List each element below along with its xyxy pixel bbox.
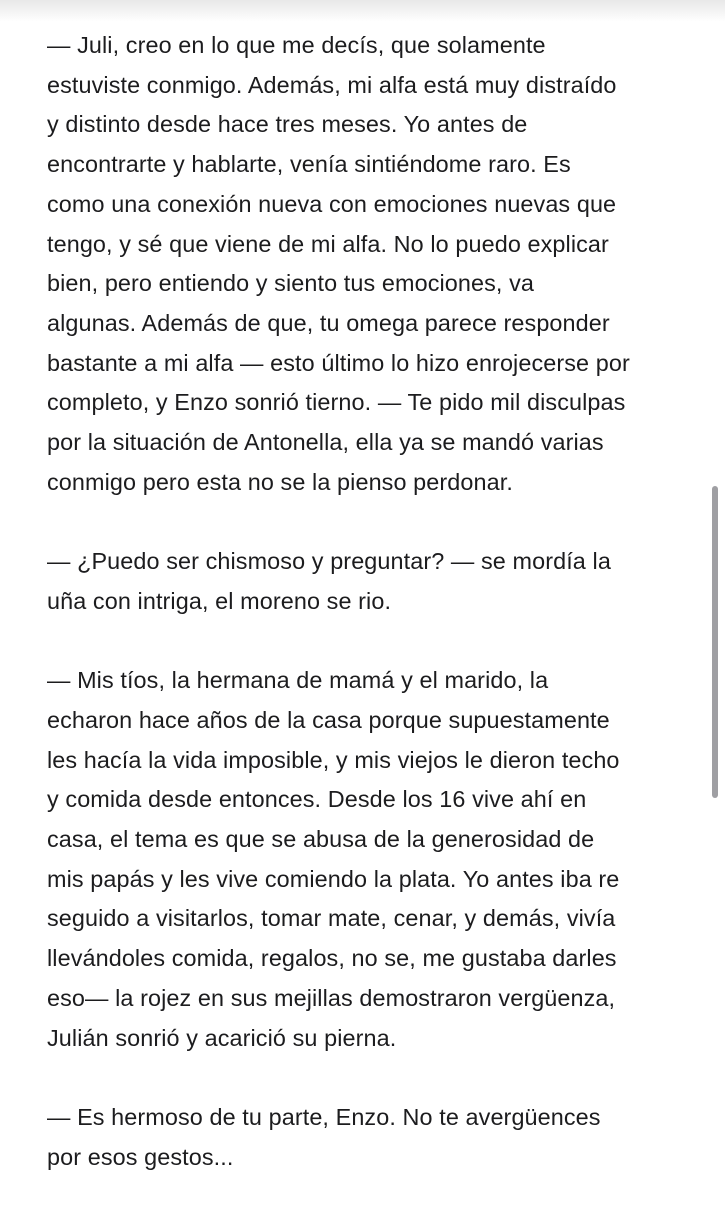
text-line: por esos gestos...: [47, 1143, 234, 1170]
text-line: — Mis tíos, la hermana de mamá y el marido, la: [47, 667, 549, 694]
text-line: conmigo pero esta no se la pienso perdonar.: [47, 468, 513, 495]
text-line: algunas. Además de que, tu omega parece responder: [47, 309, 610, 336]
paragraph-4: [47, 1098, 707, 1177]
text-line: completo, y Enzo sonrió tierno. — Te pido mil disculpas: [47, 389, 626, 416]
reading-text: [47, 26, 707, 1217]
paragraph-3: [47, 661, 707, 1058]
text-line: — Juli, creo en lo que me decís, que solamente: [47, 32, 546, 58]
text-line: bastante a mi alfa — esto último lo hizo enrojecerse por: [47, 349, 630, 376]
text-line: encontrarte y hablarte, venía sintiéndome raro. Es: [47, 151, 571, 178]
scrollbar-thumb[interactable]: [712, 486, 718, 798]
text-line: — Es hermoso de tu parte, Enzo. No te avergüences: [47, 1103, 601, 1130]
text-line: seguido a visitarlos, tomar mate, cenar, y demás, vivía: [47, 905, 616, 932]
text-line: como una conexión nueva con emociones nuevas que: [47, 190, 617, 217]
text-line: echaron hace años de la casa porque supuestamente: [47, 706, 610, 733]
text-line: tengo, y sé que viene de mi alfa. No lo puedo explicar: [47, 230, 609, 257]
paragraph-1: [47, 26, 707, 502]
text-line: uña con intriga, el moreno se rio.: [47, 587, 392, 614]
text-line: casa, el tema es que se abusa de la generosidad de: [47, 826, 595, 853]
top-fade: [0, 0, 725, 22]
text-line: les hacía la vida imposible, y mis viejos le dieron techo: [47, 746, 620, 773]
text-line: por la situación de Antonella, ella ya se mandó varias: [47, 429, 604, 456]
text-line: y distinto desde hace tres meses. Yo antes de: [47, 111, 528, 138]
text-line: mis papás y les vive comiendo la plata. Yo antes iba re: [47, 865, 620, 892]
text-line: estuviste conmigo. Además, mi alfa está muy distraído: [47, 71, 617, 98]
text-line: llevándoles comida, regalos, no se, me gustaba darles: [47, 945, 617, 972]
text-line: bien, pero entiendo y siento tus emociones, va: [47, 270, 535, 297]
paragraph-2: [47, 542, 707, 621]
text-line: Julián sonrió y acarició su pierna.: [47, 1024, 397, 1051]
text-line: y comida desde entonces. Desde los 16 vive ahí en: [47, 786, 587, 813]
text-line: eso— la rojez en sus mejillas demostraron vergüenza,: [47, 984, 616, 1011]
text-line: — ¿Puedo ser chismoso y preguntar? — se mordía la: [47, 548, 611, 575]
